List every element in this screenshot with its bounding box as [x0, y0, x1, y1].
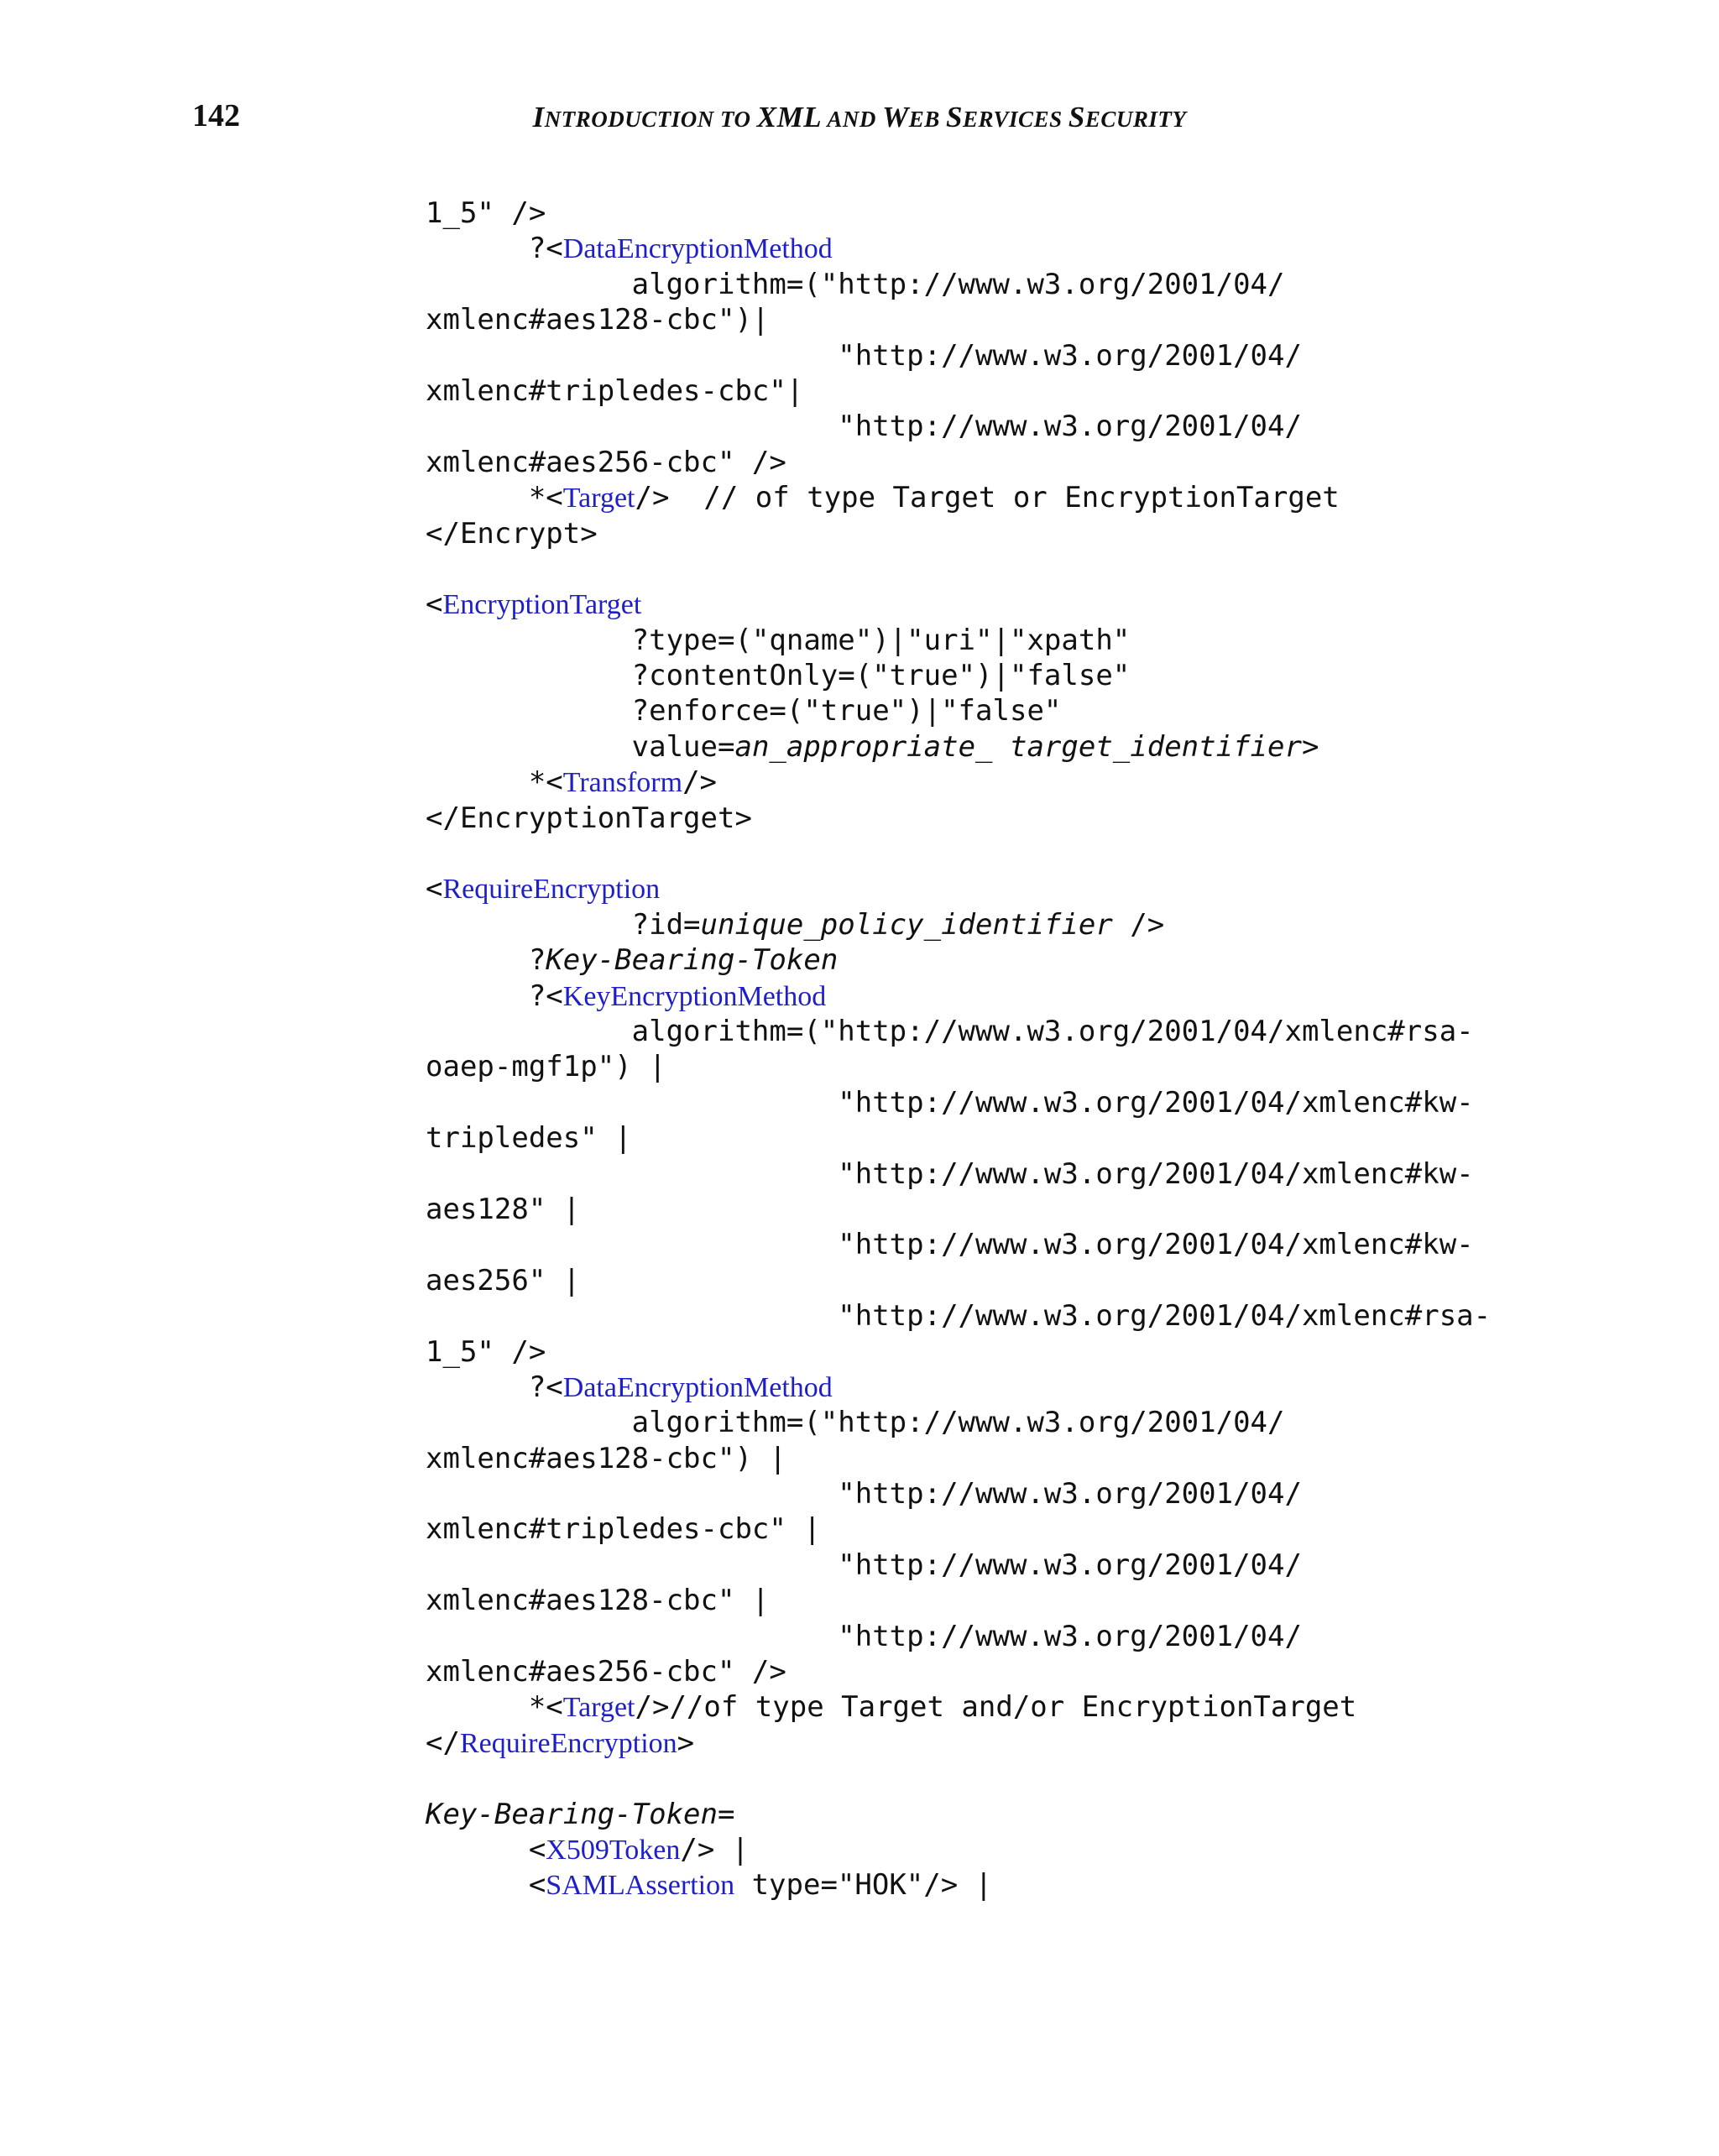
code-line: "http://www.w3.org/2001/04/: [426, 1619, 1302, 1653]
code-line: "http://www.w3.org/2001/04/xmlenc#kw-: [426, 1228, 1474, 1262]
code-line: ?enforce=("true")|"false": [426, 694, 1062, 728]
code-line: xmlenc#aes256-cbc" />: [426, 445, 786, 479]
code-line: <EncryptionTarget: [426, 587, 642, 622]
code-line: ?<KeyEncryptionMethod: [426, 979, 827, 1013]
element-name: DataEncryptionMethod: [562, 233, 833, 265]
code-line: ?Key-Bearing-Token: [426, 943, 839, 978]
code-line: algorithm=("http://www.w3.org/2001/04/: [426, 267, 1285, 301]
code-line: <X509Token/> |: [426, 1832, 750, 1866]
code-line: tripledes" |: [426, 1121, 632, 1156]
code-line: xmlenc#tripledes-cbc" |: [426, 1512, 821, 1547]
element-name: Target: [562, 1692, 635, 1724]
code-listing: [426, 196, 1601, 1903]
element-name: Transform: [562, 767, 683, 799]
code-line: xmlenc#tripledes-cbc"|: [426, 373, 804, 408]
code-line: aes128" |: [426, 1192, 581, 1226]
running-title: INTRODUCTION TO XML AND WEB SERVICES SECURITY: [532, 101, 1187, 133]
code-line: oaep-mgf1p") |: [426, 1050, 666, 1084]
code-line: "http://www.w3.org/2001/04/: [426, 338, 1302, 373]
code-line: *<Target/> // of type Target or EncryptionTarget: [426, 481, 1340, 515]
code-line: <SAMLAssertion type="HOK"/> |: [426, 1868, 993, 1903]
element-name: Target: [562, 483, 635, 514]
blank-line: [426, 836, 1601, 871]
blank-line: [426, 551, 1601, 587]
code-line: ?<DataEncryptionMethod: [426, 1370, 833, 1404]
code-line: algorithm=("http://www.w3.org/2001/04/xmlenc#rsa-: [426, 1014, 1474, 1048]
code-line: *<Target/>//of type Target and/or EncryptionTarget: [426, 1690, 1357, 1725]
code-line: value=an_appropriate_ target_identifier>: [426, 729, 1319, 764]
code-line: "http://www.w3.org/2001/04/: [426, 1477, 1302, 1511]
element-name: DataEncryptionMethod: [562, 1371, 833, 1403]
code-line: "http://www.w3.org/2001/04/xmlenc#rsa-: [426, 1299, 1492, 1334]
code-line: "http://www.w3.org/2001/04/: [426, 410, 1302, 444]
code-line: </EncryptionTarget>: [426, 801, 752, 835]
code-line: xmlenc#aes128-cbc" |: [426, 1584, 770, 1618]
code-line: </RequireEncryption>: [426, 1725, 695, 1760]
code-line: ?<DataEncryptionMethod: [426, 232, 833, 266]
code-line: aes256" |: [426, 1263, 581, 1297]
code-line: "http://www.w3.org/2001/04/xmlenc#kw-: [426, 1156, 1474, 1191]
element-name: SAMLAssertion: [546, 1870, 735, 1902]
code-line: xmlenc#aes128-cbc") |: [426, 1441, 786, 1475]
code-line: "http://www.w3.org/2001/04/xmlenc#kw-: [426, 1085, 1474, 1120]
blank-line: [426, 1761, 1601, 1796]
code-line: Key-Bearing-Token=: [426, 1797, 735, 1831]
code-line: 1_5" />: [426, 1334, 546, 1369]
code-line: ?id=unique_policy_identifier />: [426, 907, 1165, 942]
running-header: [0, 97, 1719, 148]
code-line: 1_5" />: [426, 196, 546, 230]
page-number: 142: [192, 98, 240, 133]
element-name: EncryptionTarget: [442, 589, 642, 621]
code-line: "http://www.w3.org/2001/04/: [426, 1548, 1302, 1582]
code-line: <RequireEncryption: [426, 872, 661, 906]
code-line: xmlenc#aes256-cbc" />: [426, 1655, 786, 1689]
code-line: *<Transform/>: [426, 765, 718, 800]
code-line: ?type=("qname")|"uri"|"xpath": [426, 623, 1131, 657]
element-name: KeyEncryptionMethod: [562, 980, 827, 1012]
code-line: </Encrypt>: [426, 516, 598, 551]
element-name: RequireEncryption: [442, 874, 661, 906]
code-line: xmlenc#aes128-cbc")|: [426, 303, 770, 337]
code-line: ?contentOnly=("true")|"false": [426, 659, 1131, 693]
element-name: RequireEncryption: [459, 1727, 677, 1759]
element-name: X509Token: [546, 1834, 681, 1866]
code-line: algorithm=("http://www.w3.org/2001/04/: [426, 1406, 1285, 1440]
